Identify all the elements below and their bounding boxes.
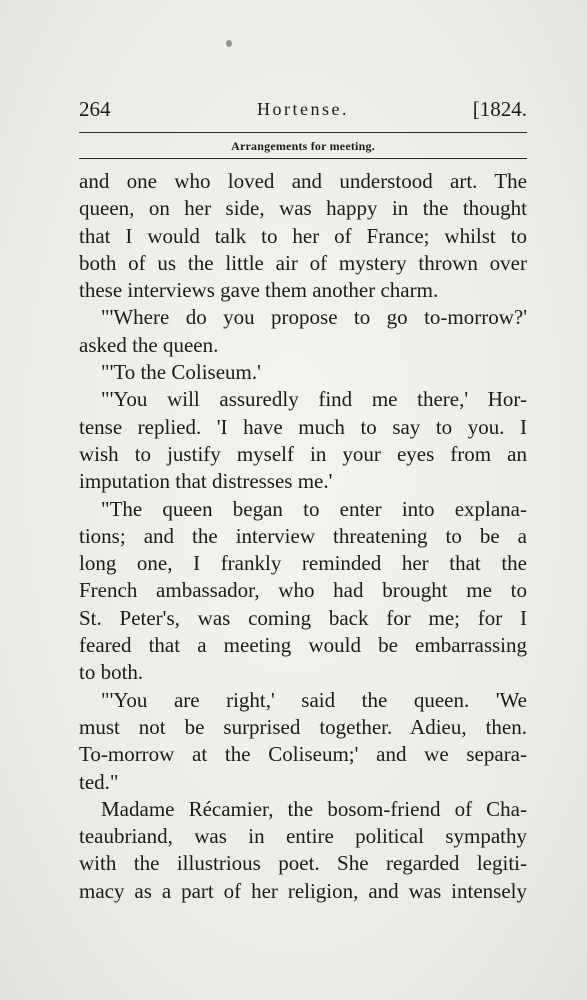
text-line: "'You are right,' said the queen. 'We bbox=[101, 687, 527, 712]
text-line: ted." bbox=[79, 769, 119, 794]
text-line: long one, I frankly reminded her that the bbox=[79, 551, 527, 576]
text-line: "The queen began to enter into explana- bbox=[101, 496, 527, 521]
header-rule-top bbox=[79, 132, 527, 133]
text-line: asked the queen. bbox=[79, 332, 219, 357]
text-line: feared that a meeting would be embarrassing bbox=[79, 633, 527, 658]
text-line: "'You will assuredly find me there,' Hor- bbox=[101, 387, 527, 412]
text-line: "'Where do you propose to go to-morrow?' bbox=[101, 305, 527, 330]
text-line: To-morrow at the Coliseum;' and we separa- bbox=[79, 742, 527, 767]
text-line: Madame Récamier, the bosom-friend of Cha- bbox=[101, 796, 527, 821]
text-line: with the illustrious poet. She regarded legiti- bbox=[79, 851, 527, 876]
page-number: 264 bbox=[79, 97, 111, 121]
text-line: to both. bbox=[79, 660, 144, 685]
text-line: macy as a part of her religion, and was intensely bbox=[79, 878, 527, 903]
running-title: Hortense. bbox=[257, 99, 349, 119]
text-line: these interviews gave them another charm. bbox=[79, 278, 439, 303]
text-line: French ambassador, who had brought me to bbox=[79, 578, 527, 603]
running-header bbox=[79, 97, 527, 127]
section-subheading: Arrangements for meeting. bbox=[231, 139, 375, 153]
header-year: [1824. bbox=[472, 97, 527, 121]
text-line: teaubriand, was in entire political sympathy bbox=[79, 824, 527, 849]
ink-speck bbox=[226, 40, 232, 47]
text-line: tense replied. 'I have much to say to you. I bbox=[79, 414, 527, 439]
text-line: both of us the little air of mystery thrown over bbox=[79, 250, 527, 275]
text-line: queen, on her side, was happy in the thought bbox=[79, 196, 527, 221]
text-line: and one who loved and understood art. The bbox=[79, 169, 527, 193]
text-line: "'To the Coliseum.' bbox=[101, 360, 261, 385]
text-line: must not be surprised together. Adieu, then. bbox=[79, 714, 527, 739]
text-line: wish to justify myself in your eyes from an bbox=[79, 441, 527, 466]
text-line: St. Peter's, was coming back for me; for I bbox=[79, 605, 527, 630]
header-rule-bottom bbox=[79, 158, 527, 159]
text-line: imputation that distresses me.' bbox=[79, 469, 333, 494]
text-line: tions; and the interview threatening to be a bbox=[79, 523, 527, 548]
body-text bbox=[79, 168, 527, 905]
text-line: that I would talk to her of France; whilst to bbox=[79, 223, 527, 248]
